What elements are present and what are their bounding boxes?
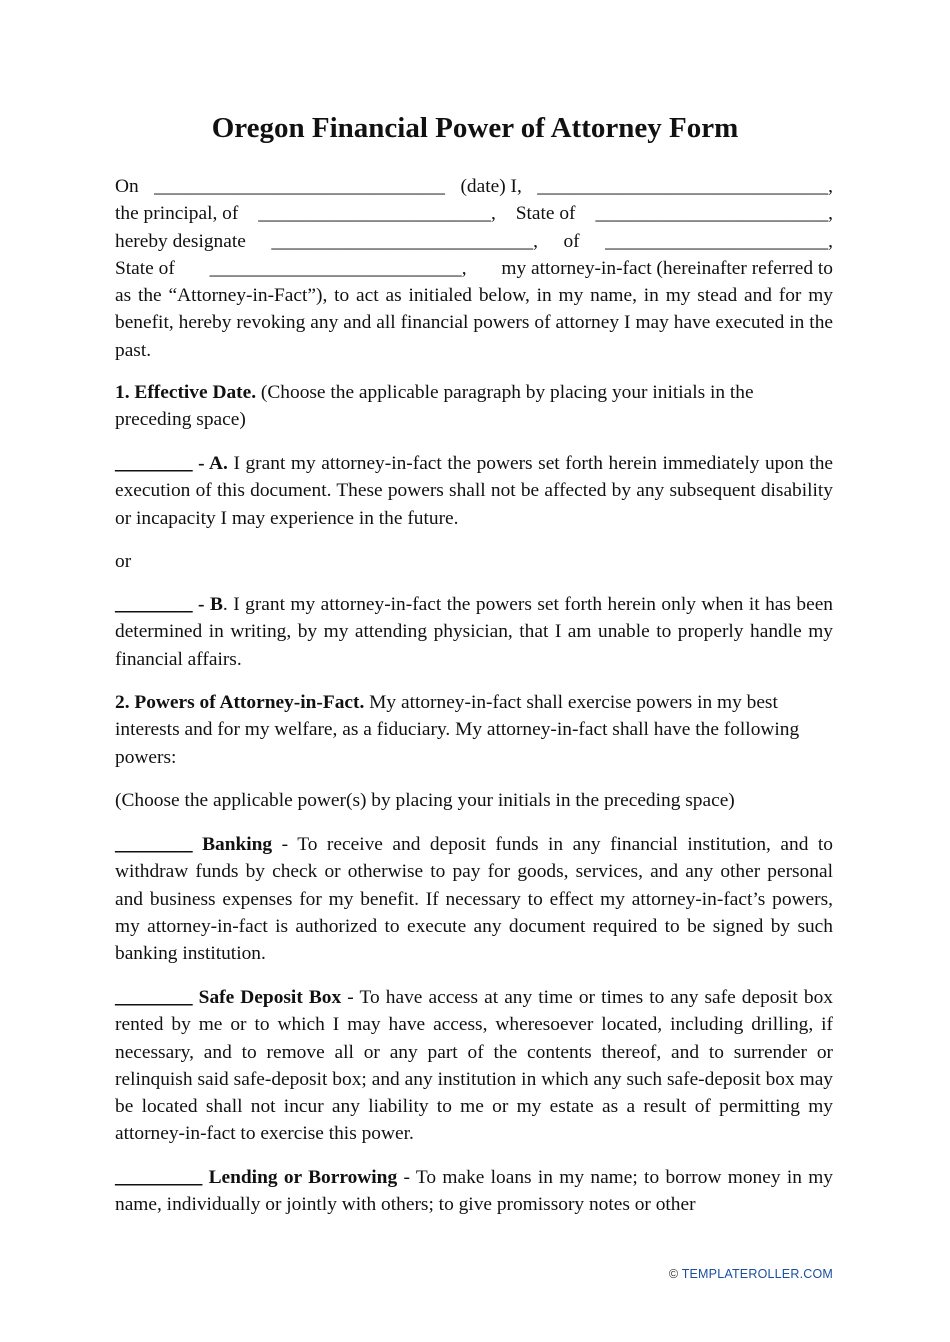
intro-line-4	[115, 255, 833, 282]
power-safe-deposit-box	[115, 984, 833, 1148]
principal-name-blank[interactable]: ______________________________,	[537, 176, 833, 197]
option-b	[115, 591, 833, 673]
option-a-label: - A.	[192, 453, 228, 474]
intro-text: State of	[515, 203, 576, 225]
copyright-symbol: ©	[668, 1267, 679, 1281]
banking-initials-blank[interactable]: ________	[115, 834, 193, 855]
intro-text: the principal, of	[115, 203, 239, 225]
principal-city-blank[interactable]: ________________________,	[258, 203, 496, 225]
intro-line-2	[115, 200, 833, 227]
intro-text: of	[563, 230, 580, 252]
lending-initials-blank[interactable]: _________	[115, 1167, 203, 1188]
intro-line-1	[115, 173, 833, 200]
power-text: - To make loans in my name; to borrow money in my name, individually or jointly with others; to give promissory notes or other	[115, 1167, 833, 1216]
option-a-initials-blank[interactable]: ________	[115, 453, 193, 474]
option-b-initials-blank[interactable]: ________	[115, 594, 193, 615]
intro-text: (date) I,	[460, 176, 522, 197]
option-b-paragraph	[115, 591, 833, 673]
power-banking	[115, 831, 833, 967]
power-text: - To have access at any time or times to any safe deposit box rented by me or to which I may have access, wheresoever located, including drilling, if necessary, and to remove all or any part of the contents thereof, and to surrender or relinquish said safe-deposit box; and any institution in which any such safe-deposit box may be located shall not incur any liability to me or my estate as a result of permitting my attorney-in-fact to exercise this power.	[115, 987, 833, 1145]
instruction-text: (Choose the applicable power(s) by placing your initials in the preceding space)	[115, 790, 735, 811]
section-1-text: (Choose the applicable paragraph by placing your initials in the preceding space)	[115, 382, 754, 431]
section-2-instruction	[115, 787, 833, 814]
attorney-state-blank[interactable]: __________________________,	[209, 257, 467, 279]
intro-rest: as the “Attorney-in-Fact”), to act as initialed below, in my name, in my stead and for my benefit, hereby revoking any and all financial powers of attorney I may have executed in the past.	[115, 285, 833, 361]
section-1	[115, 379, 833, 434]
intro-text: my attorney-in-fact (hereinafter referred to	[501, 257, 833, 279]
intro-text: State of	[115, 257, 175, 279]
section-1-heading: 1. Effective Date.	[115, 382, 257, 403]
attorney-name-blank[interactable]: ___________________________,	[271, 230, 538, 252]
intro-text: On	[115, 176, 139, 197]
intro-text: hereby designate	[115, 230, 246, 252]
date-blank[interactable]: ______________________________	[154, 176, 445, 197]
power-paragraph	[115, 984, 833, 1148]
document-title: Oregon Financial Power of Attorney Form	[211, 112, 739, 144]
intro-line-3	[115, 228, 833, 255]
power-paragraph	[115, 831, 833, 967]
attorney-city-blank[interactable]: _______________________,	[605, 230, 833, 252]
power-paragraph	[115, 1164, 833, 1219]
footer-site-link[interactable]: TEMPLATEROLLER.COM	[681, 1267, 833, 1281]
footer-credit	[669, 1267, 833, 1281]
power-text: - To receive and deposit funds in any financial institution, and to withdraw funds by check or otherwise to pay for goods, services, and any other personal and business expenses for my benefit. If necessary to effect my attorney-in-fact’s powers, my attorney-in-fact is authorized to execute any document required to be signed by such banking institution.	[115, 834, 833, 965]
or-text: or	[115, 551, 132, 572]
or-separator	[115, 548, 833, 575]
power-lending-borrowing	[115, 1164, 833, 1219]
safe-deposit-initials-blank[interactable]: ________	[115, 987, 193, 1008]
section-2-paragraph	[115, 689, 833, 771]
section-2-heading: 2. Powers of Attorney-in-Fact.	[115, 692, 365, 713]
option-a-paragraph	[115, 450, 833, 532]
power-label: Banking	[192, 834, 273, 855]
principal-state-blank[interactable]: ________________________,	[595, 203, 833, 225]
power-label: Lending or Borrowing	[202, 1167, 398, 1188]
section-1-paragraph	[115, 379, 833, 434]
section-2-text: My attorney-in-fact shall exercise powers in my best interests and for my welfare, as a fiduciary. My attorney-in-fact shall have the following powers:	[115, 692, 800, 768]
power-label: Safe Deposit Box	[192, 987, 342, 1008]
option-b-text: . I grant my attorney-in-fact the powers set forth herein only when it has been determined in writing, by my attending physician, that I am unable to properly handle my financial affairs.	[115, 594, 833, 670]
option-a-text: I grant my attorney-in-fact the powers set forth herein immediately upon the execution of this document. These powers shall not be affected by any subsequent disability or incapacity I may experience in the future.	[115, 453, 834, 529]
section-2	[115, 689, 833, 771]
intro-paragraph	[115, 173, 833, 364]
option-a	[115, 450, 833, 532]
option-b-label: - B	[192, 594, 223, 615]
